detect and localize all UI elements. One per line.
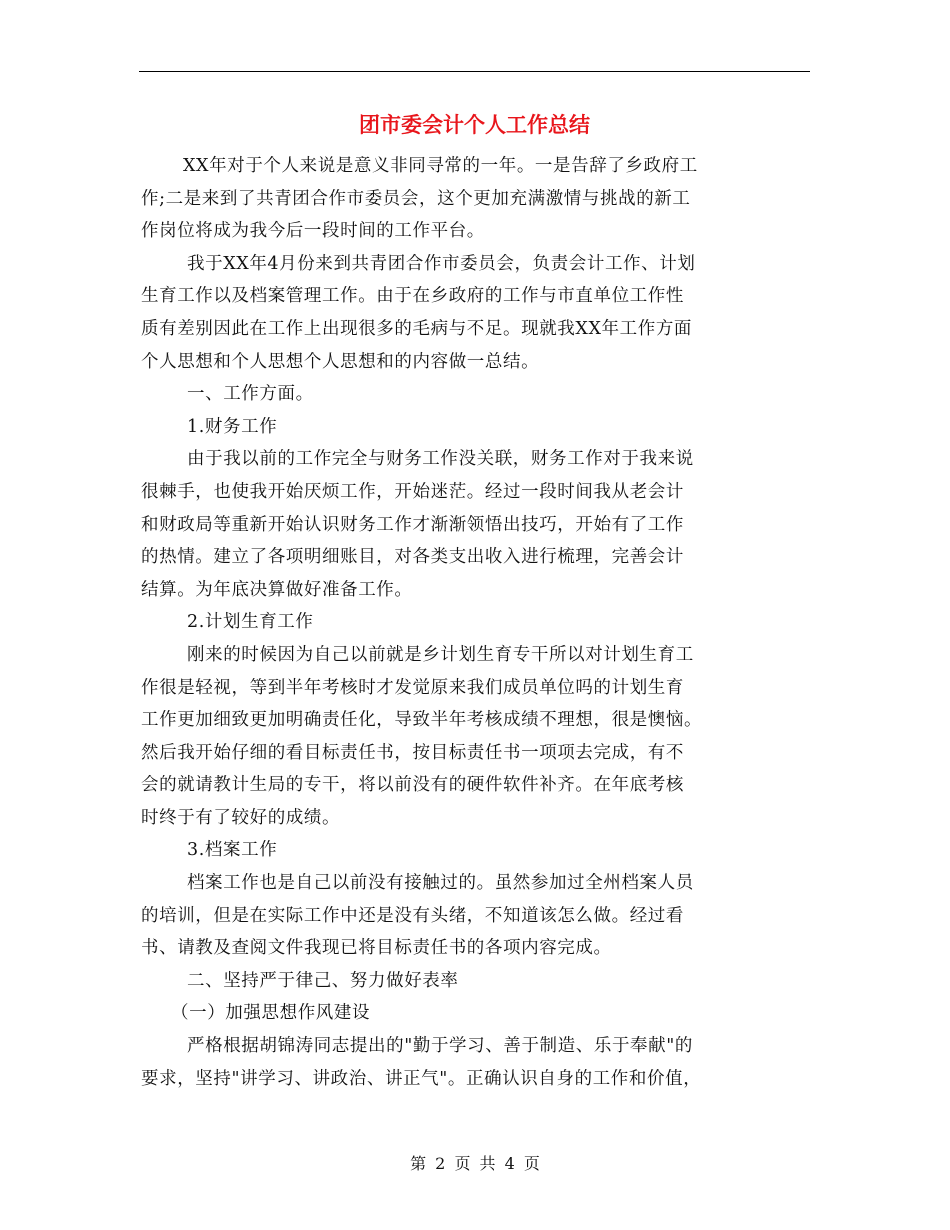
body-line: 一、工作方面。 bbox=[187, 384, 314, 405]
body-line: 会的就请教计生局的专干，将以前没有的硬件软件补齐。在年底考核 bbox=[141, 775, 684, 796]
body-line: 然后我开始仔细的看目标责任书，按目标责任书一项项去完成，有不 bbox=[141, 742, 684, 763]
body-line: 2.计划生育工作 bbox=[187, 612, 314, 633]
body-line: 二、坚持严于律己、努力做好表率 bbox=[187, 970, 459, 991]
body-line: 个人思想和个人思想个人思想和的内容做一总结。 bbox=[141, 351, 540, 372]
body-line: 要求，坚持"讲学习、讲政治、讲正气"。正确认识自身的工作和价值， bbox=[141, 1068, 702, 1089]
body-line: 作岗位将成为我今后一段时间的工作平台。 bbox=[141, 221, 485, 242]
body-line: 结算。为年底决算做好准备工作。 bbox=[141, 579, 413, 600]
body-line: 严格根据胡锦涛同志提出的"勤于学习、善于制造、乐于奉献"的 bbox=[187, 1036, 693, 1057]
body-line: 作;二是来到了共青团合作市委员会，这个更加充满激情与挑战的新工 bbox=[141, 188, 691, 209]
body-line: 和财政局等重新开始认识财务工作才渐渐领悟出技巧，开始有了工作 bbox=[141, 514, 684, 535]
body-line: 1.财务工作 bbox=[187, 416, 278, 437]
body-line: 我于XX年4月份来到共青团合作市委员会，负责会计工作、计划 bbox=[187, 253, 696, 274]
body-line: XX年对于个人来说是意义非同寻常的一年。一是告辞了乡政府工 bbox=[183, 156, 698, 176]
body-line: 工作更加细致更加明确责任化，导致半年考核成绩不理想，很是懊恼。 bbox=[141, 710, 703, 731]
body-line: 书、请教及查阅文件我现已将目标责任书的各项内容完成。 bbox=[141, 938, 612, 959]
body-line: 刚来的时候因为自己以前就是乡计划生育专干所以对计划生育工 bbox=[187, 644, 694, 665]
page-number-footer: 第 2 页 共 4 页 bbox=[410, 1154, 540, 1173]
body-line: 作很是轻视，等到半年考核时才发觉原来我们成员单位吗的计划生育 bbox=[141, 677, 684, 698]
body-line: 生育工作以及档案管理工作。由于在乡政府的工作与市直单位工作性 bbox=[141, 286, 684, 307]
header-rule bbox=[139, 71, 810, 72]
document-title: 团市委会计个人工作总结 bbox=[359, 113, 590, 137]
document-body bbox=[141, 150, 797, 1095]
body-line: 的热情。建立了各项明细账目，对各类支出收入进行梳理，完善会计 bbox=[141, 547, 684, 568]
body-line: 的培训，但是在实际工作中还是没有头绪，不知道该怎么做。经过看 bbox=[141, 905, 684, 926]
body-line: 档案工作也是自己以前没有接触过的。虽然参加过全州档案人员 bbox=[187, 873, 694, 894]
body-line: 很棘手，也使我开始厌烦工作，开始迷茫。经过一段时间我从老会计 bbox=[141, 481, 684, 502]
body-line: 时终于有了较好的成绩。 bbox=[141, 807, 341, 828]
body-line: 3.档案工作 bbox=[187, 840, 278, 861]
body-line: 质有差别因此在工作上出现很多的毛病与不足。现就我XX年工作方面 bbox=[141, 318, 693, 339]
body-line: （一）加强思想作风建设 bbox=[171, 1003, 371, 1024]
body-line: 由于我以前的工作完全与财务工作没关联，财务工作对于我来说 bbox=[187, 449, 694, 470]
